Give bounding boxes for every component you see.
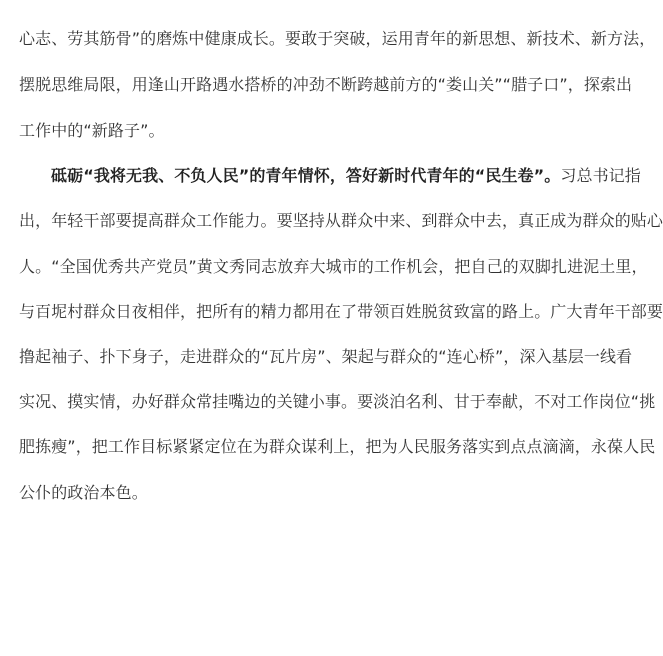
- section-heading: 砥砺“我将无我、不负人民”的青年情怀，答好新时代青年的“民生卷”。: [51, 166, 561, 185]
- paragraph-line: 实况、摸实情，办好群众常挂嘴边的关键小事。要淡泊名利、甘于奉献，不对工作岗位“挑: [19, 392, 656, 411]
- section-heading-line: [51, 166, 641, 186]
- paragraph-line: 公仆的政治本色。: [19, 483, 148, 502]
- paragraph-line: 出，年轻干部要提高群众工作能力。要坚持从群众中来、到群众中去，真正成为群众的贴心: [19, 211, 663, 230]
- paragraph-line: 肥拣瘦”，把工作目标紧紧定位在为群众谋利上，把为人民服务落实到点点滴滴，永葆人民: [19, 437, 656, 456]
- paragraph-line: 撸起袖子、扑下身子，走进群众的“瓦片房”、架起与群众的“连心桥”，深入基层一线看: [19, 347, 633, 366]
- paragraph-line: 摆脱思维局限，用逢山开路遇水搭桥的冲劲不断跨越前方的“娄山关”“腊子口”，探索出: [19, 75, 633, 94]
- paragraph-line: 工作中的“新路子”。: [19, 121, 165, 140]
- paragraph-text: 习总书记指: [560, 166, 641, 185]
- paragraph-line: 与百坭村群众日夜相伴，把所有的精力都用在了带领百姓脱贫致富的路上。广大青年干部要: [19, 302, 663, 321]
- paragraph-line: 心志、劳其筋骨”的磨炼中健康成长。要敢于突破，运用青年的新思想、新技术、新方法，: [19, 29, 656, 48]
- paragraph-line: 人。“全国优秀共产党员”黄文秀同志放弃大城市的工作机会，把自己的双脚扎进泥土里，: [19, 257, 648, 276]
